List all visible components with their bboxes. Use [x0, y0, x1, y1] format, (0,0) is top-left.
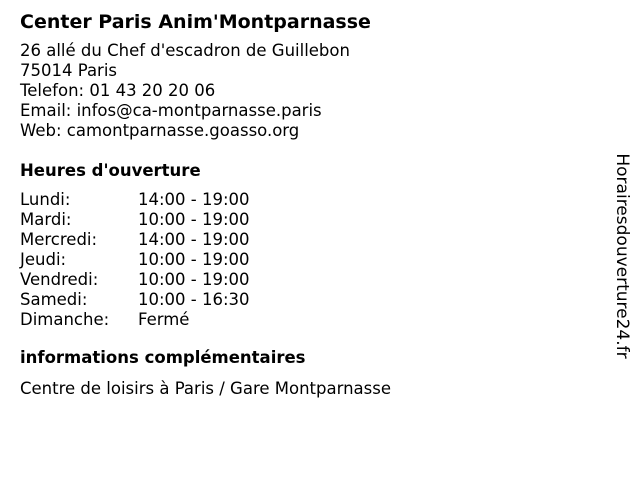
address-line-2: 75014 Paris [20, 61, 118, 80]
hours-row-wednesday [20, 230, 600, 250]
phone-line: Telefon: 01 43 20 20 06 [20, 81, 216, 100]
time-value: Fermé [138, 310, 190, 329]
hours-row-saturday [20, 290, 600, 310]
day-label: Samedi: [20, 290, 88, 309]
time-value: 10:00 - 19:00 [138, 270, 250, 289]
opening-hours-table [20, 190, 600, 330]
day-label: Mardi: [20, 210, 72, 229]
business-card [20, 10, 600, 399]
hours-row-monday [20, 190, 600, 210]
time-value: 10:00 - 19:00 [138, 210, 250, 229]
web-line: Web: camontparnasse.goasso.org [20, 121, 300, 140]
opening-hours-title: Heures d'ouverture [20, 161, 201, 180]
site-brand-vertical: Horairesdouverture24.fr [612, 153, 632, 359]
hours-row-tuesday [20, 210, 600, 230]
day-label: Jeudi: [20, 250, 67, 269]
day-label: Lundi: [20, 190, 71, 209]
hours-row-friday [20, 270, 600, 290]
hours-row-thursday [20, 250, 600, 270]
day-label: Mercredi: [20, 230, 98, 249]
address-line-1: 26 allé du Chef d'escadron de Guillebon [20, 41, 350, 60]
time-value: 10:00 - 16:30 [138, 290, 250, 309]
time-value: 10:00 - 19:00 [138, 250, 250, 269]
time-value: 14:00 - 19:00 [138, 230, 250, 249]
email-line: Email: infos@ca-montparnasse.paris [20, 101, 322, 120]
day-label: Dimanche: [20, 310, 110, 329]
time-value: 14:00 - 19:00 [138, 190, 250, 209]
additional-info-text: Centre de loisirs à Paris / Gare Montparnasse [20, 379, 392, 398]
hours-row-sunday [20, 310, 600, 330]
additional-info-title: informations complémentaires [20, 348, 306, 367]
day-label: Vendredi: [20, 270, 99, 289]
business-name: Center Paris Anim'Montparnasse [20, 11, 371, 33]
